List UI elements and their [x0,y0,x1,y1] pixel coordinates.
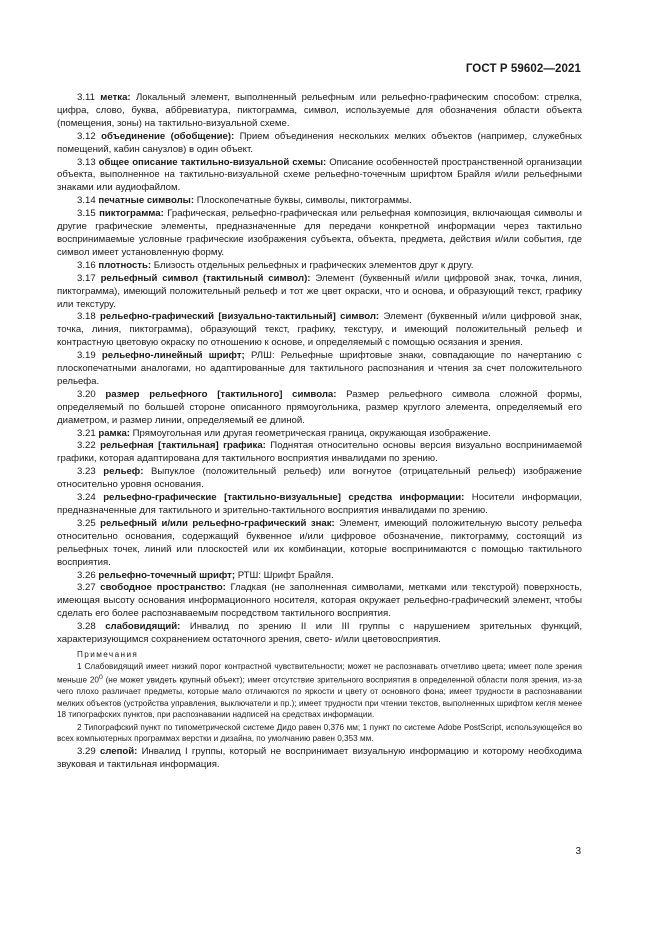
definition-paragraph [57,518,582,570]
definition-text: Носители информации, предназначенные для тактильного и зрительно-тактильного восприятия инвалидами по зрению. [57,492,582,516]
clause-number: 3.26 [77,569,96,581]
defined-term: слабовидящий: [105,621,181,633]
definition-paragraph [57,492,582,518]
clause-number: 3.22 [77,440,96,452]
definition-text: Выпуклое (положительный рельеф) или вогнутое (отрицательный рельеф) изображение относительно уровня основания. [57,466,583,491]
definition-paragraph [57,195,582,208]
clause-number: 3.23 [77,466,96,478]
defined-term: рельефно-линейный шрифт; [101,350,245,362]
note-superscript: 0 [98,674,103,682]
clause-number: 3.20 [77,388,96,400]
definition-text: РЛШ: Рельефные шрифтовые знаки, совпадающие по начертанию с плоскопечатными аналогами, но адаптированные для тактильного распознания и чтения за счет положительного рельефа. [57,350,582,387]
definition-text: Близость отдельных рельефных и графических элементов друг к другу. [153,259,474,271]
defined-term: объединение (обобщение): [101,130,235,142]
definition-text: Описание особенностей пространственной организации объекта, выполненное на тактильно-визуальной схеме рельефно-точечным шрифтом Брайля и/или рельефными знаками или аудиофайлом. [57,156,582,194]
defined-term: печатные символы: [98,195,195,207]
definition-paragraph [57,621,582,647]
definition-paragraph [57,582,582,621]
definitions-list [57,92,582,647]
defined-term: метка: [100,92,131,103]
definition-text: Плоскопечатные буквы, символы, пиктограммы. [196,195,412,207]
defined-term: пиктограмма: [99,208,164,220]
notes-heading: Примечания [77,649,139,659]
defined-term: слепой: [99,746,138,758]
defined-term: рамка: [98,427,130,439]
clause-number: 3.24 [77,492,96,504]
page-number: 3 [575,846,581,857]
note-text: (не может увидеть крупный объект); имеет отсутствие зрительного восприятия в определенной области поля зрения, из-за чего плохо различает предметы, которые мало отличаются по яркости и цвету от основного фона; имеет трудности в распознавании мелких объектов (устройства управления, выключатели и пр.); имеет трудности при чтении текстов, выполненных шрифтом кегля менее 18 типографских пунктов, при распознавании надписей на средствах информации. [57,676,582,719]
clause-number: 3.14 [77,195,96,207]
definition-paragraph [57,260,582,273]
note-text: 2 Типографский пункт по типометрической системе Дидо равен 0,376 мм; 1 пункт по системе Adobe PostScript, использующейся во всех компьютерных программах верстки и дизайна, по умолчанию равен 0,353 мм. [57,722,582,744]
definition-text: Прием объединения нескольких мелких объектов (например, служебных помещений, кабин санузлов) в один объект. [57,130,582,155]
defined-term: рельефная [тактильная] графика: [100,440,266,452]
clause-number: 3.12 [77,130,96,142]
definition-text: Инвалид I группы, который не воспринимает визуальную информацию и которому необходима звуковая и тактильная информация. [57,746,582,771]
defined-term: рельефно-точечный шрифт; [98,569,236,581]
definition-text: РТШ: Шрифт Брайля. [237,569,334,581]
definition-paragraph [57,157,582,196]
clause-number: 3.29 [77,746,96,758]
defined-term: свободное пространство: [100,582,226,594]
defined-term: рельефно-графические [тактильно-визуальные] средства информации: [103,492,465,504]
definition-text: Гладкая (не заполненная символами, метками или текстурой) поверхность, имеющая высоту основания информационного носителя, которая окружает рельефно-графический элемент, чтобы сделать его более распознаваемым посредством тактильного восприятия. [57,582,583,620]
defined-term: рельефный символ (тактильный символ): [100,272,311,284]
definition-text: Прямоугольная или другая геометрическая граница, окружающая изображение. [132,427,491,439]
clause-number: 3.15 [77,208,96,220]
definition-paragraph [57,208,582,260]
definition-paragraph [57,311,582,350]
clause-number: 3.13 [77,156,96,168]
definition-paragraph [57,428,582,441]
document-body [57,92,582,772]
note-item [57,722,582,744]
document-code: ГОСТ Р 59602—2021 [465,63,581,75]
defined-term: размер рельефного [тактильного] символа: [105,388,337,400]
definition-text: Элемент (буквенный и/или цифровой знак, точка, линия, пиктограмма), образующий текст, графику, текстуру, и имеющий положительный рельеф и контрастную цветовую окраску по отношению к основе, и определяемый с помощью осязания и зрения. [57,311,583,349]
definition-text: Локальный элемент, выполненный рельефным или рельефно-графическим способом: стрелка, цифра, слово, буква, аббревиатура, пиктограмма, символ, используемые для обозначения области объекта (помещения, зоны) на тактильно-визуальной схеме. [57,92,583,129]
defined-term: общее описание тактильно-визуальной схемы: [98,156,327,168]
note-text: 1 Слабовидящий имеет низкий порог контрастной чувствительности; может не распознавать отчетливо цвета; имеет поле зрения меньше 20 [57,662,582,686]
clause-number: 3.16 [77,259,96,271]
definition-paragraph [57,440,582,466]
definition-paragraph [57,92,582,131]
definition-text: Элемент, имеющий положительную высоту рельефа относительно основания, содержащий буквенное и/или цифровое обозначение, пиктограмму, состоящий из рельефных точек, линий или плоскостей или их комбинации, которые воспринимаются с помощью тактильного восприятия. [57,517,582,568]
clause-number: 3.19 [77,350,96,362]
definition-paragraph [57,570,582,583]
defined-term: рельефно-графический [визуально-тактильный] символ: [100,311,380,323]
definition-paragraph [57,389,582,428]
definition-paragraph [57,131,582,157]
clause-number: 3.21 [77,427,96,439]
note-item [57,661,582,720]
definition-text: Инвалид по зрению II или III группы с нарушением зрительных функций, характеризующимся сохранением остаточного зрения, свето- и/или цветовосприятия. [57,621,582,646]
definition-paragraph [57,466,582,492]
definition-paragraph [57,746,582,772]
definition-text: Поднятая относительно основы версия визуально воспринимаемой графики, которая адаптирована для тактильного восприятия инвалидами по зрению. [57,440,583,465]
clause-number: 3.27 [77,582,96,594]
definition-paragraph [57,350,582,389]
definition-paragraph [57,273,582,312]
clause-number: 3.11 [77,92,95,103]
clause-number: 3.28 [77,621,96,633]
clause-number: 3.17 [77,272,96,284]
defined-term: плотность: [98,259,152,271]
defined-term: рельефный и/или рельефно-графический знак: [100,517,335,529]
clause-number: 3.25 [77,517,96,529]
definition-text: Графическая, рельефно-графическая или рельефная композиция, включающая символы и другие графические элементы, предназначенные для передачи конкретной информации через тактильно воспринимаемые условные графические изображения субъекта, объекта, предмета, действия и/или события, где символ имеет установленную форму. [57,208,582,258]
definition-text: Элемент (буквенный и/или цифровой знак, точка, линия, пиктограмма), имеющий положительный рельеф и тот же цвет окраски, что и основа, и образующий текст, графику или текстуру. [57,272,582,310]
definition-text: Размер рельефного символа сложной формы, определяемый по большей стороне описанного прямоугольника, размер круглого элемента, определяемый его диаметром, и размер линии, определяемый ее длиной. [57,388,583,426]
defined-term: рельеф: [103,466,144,478]
notes-block [57,649,582,744]
clause-number: 3.18 [77,311,96,323]
